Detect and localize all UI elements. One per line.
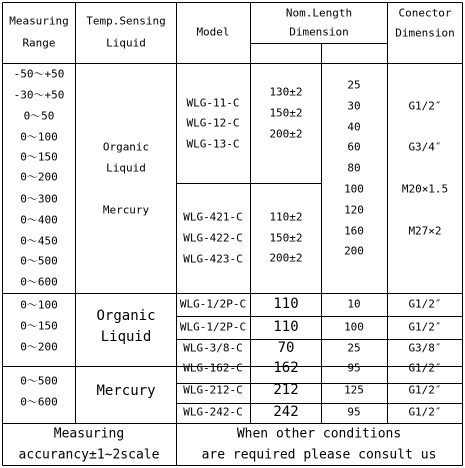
header-length-line2: Dimension — [289, 25, 349, 39]
length-cell: 120 — [344, 203, 364, 217]
dim-cell: 150±2 — [269, 231, 303, 245]
accuracy-note-line2: accurancy±1~2scale — [18, 447, 160, 463]
liquid-cell: Organic — [102, 140, 150, 154]
range-cell: 0～200 — [20, 170, 58, 184]
length-cell: 40 — [347, 120, 361, 134]
connector-cell: G1/2″ — [408, 99, 442, 113]
header-range-line1: Measuring — [9, 14, 69, 28]
model-cell: WLG-422-C — [183, 231, 243, 245]
connector-cell: G1/2″ — [408, 361, 442, 375]
dim-cell: 70 — [277, 340, 295, 356]
model-cell: WLG-421-C — [183, 210, 243, 224]
liquid-cell: Mercury — [96, 383, 156, 399]
range-cell: 0～150 — [20, 150, 58, 164]
length-cell: 25 — [347, 78, 361, 92]
length-cell: 125 — [344, 383, 364, 397]
connector-cell: G3/4″ — [408, 140, 442, 154]
consult-note-line2: are required please consult us — [201, 447, 437, 463]
dim-cell: 212 — [273, 382, 299, 398]
range-cell: 0～400 — [20, 213, 58, 227]
range-cell: -50～+50 — [13, 67, 65, 81]
header-model: Model — [196, 25, 230, 39]
range-cell: 0～50 — [23, 109, 55, 123]
model-cell: WLG-212-C — [183, 383, 243, 397]
range-cell: -30～+50 — [13, 88, 65, 102]
length-cell: 10 — [347, 297, 361, 311]
model-cell: WLG-242-C — [183, 405, 243, 419]
dim-cell: 200±2 — [269, 127, 303, 141]
model-cell: WLG-11-C — [186, 96, 240, 110]
liquid-cell: Liquid — [100, 329, 152, 345]
length-cell: 200 — [344, 244, 364, 258]
dim-cell: 200±2 — [269, 251, 303, 265]
range-cell: 0～150 — [20, 319, 58, 333]
connector-cell: G1/2″ — [408, 405, 442, 419]
length-cell: 95 — [347, 361, 361, 375]
connector-cell: G1/2″ — [408, 320, 442, 334]
dim-cell: 110 — [273, 296, 299, 312]
header-range-line2: Range — [22, 36, 56, 50]
length-cell: 60 — [347, 140, 361, 154]
range-cell: 0～600 — [20, 275, 58, 289]
dim-cell: 242 — [273, 404, 299, 420]
range-cell: 0～500 — [20, 374, 58, 388]
liquid-cell: Organic — [96, 308, 156, 324]
dim-cell: 150±2 — [269, 106, 303, 120]
range-cell: 0～450 — [20, 234, 58, 248]
model-cell: WLG-423-C — [183, 252, 243, 266]
length-cell: 95 — [347, 405, 361, 419]
range-cell: 0～600 — [20, 395, 58, 409]
range-cell: 0～200 — [20, 340, 58, 354]
length-cell: 80 — [347, 161, 361, 175]
model-cell: WLG-12-C — [186, 116, 240, 130]
range-cell: 0～500 — [20, 254, 58, 268]
dim-cell: 162 — [273, 360, 299, 376]
consult-note-line1: When other conditions — [236, 426, 402, 442]
liquid-cell: Liquid — [106, 161, 146, 175]
connector-cell: G3/8″ — [408, 341, 442, 355]
header-liquid-line1: Temp.Sensing — [86, 14, 166, 28]
length-cell: 100 — [344, 320, 364, 334]
header-connector-line2: Dimension — [395, 26, 455, 40]
length-cell: 30 — [347, 99, 361, 113]
range-cell: 0～100 — [20, 130, 58, 144]
model-cell: WLG-1/2P-C — [179, 320, 247, 334]
range-cell: 0～100 — [20, 298, 58, 312]
model-cell: WLG-1/2P-C — [179, 297, 247, 311]
connector-cell: G1/2″ — [408, 383, 442, 397]
header-length-line1: Nom.Length — [285, 6, 353, 20]
connector-cell: M20×1.5 — [401, 182, 449, 196]
header-connector-line1: Conector — [398, 6, 452, 20]
connector-cell: G1/2″ — [408, 297, 442, 311]
dim-cell: 110 — [273, 319, 299, 335]
model-cell: WLG-13-C — [186, 137, 240, 151]
accuracy-note-line1: Measuring — [53, 426, 125, 442]
liquid-cell: Mercury — [102, 203, 150, 217]
connector-cell: M27×2 — [408, 224, 442, 238]
range-cell: 0～300 — [20, 192, 58, 206]
model-cell: WLG-3/8-C — [183, 341, 243, 355]
dim-cell: 110±2 — [269, 210, 303, 224]
length-cell: 100 — [344, 182, 364, 196]
model-cell: WLG-162-C — [183, 361, 243, 375]
dim-cell: 130±2 — [269, 85, 303, 99]
length-cell: 25 — [347, 341, 361, 355]
length-cell: 160 — [344, 224, 364, 238]
header-liquid-line2: Liquid — [106, 36, 146, 50]
